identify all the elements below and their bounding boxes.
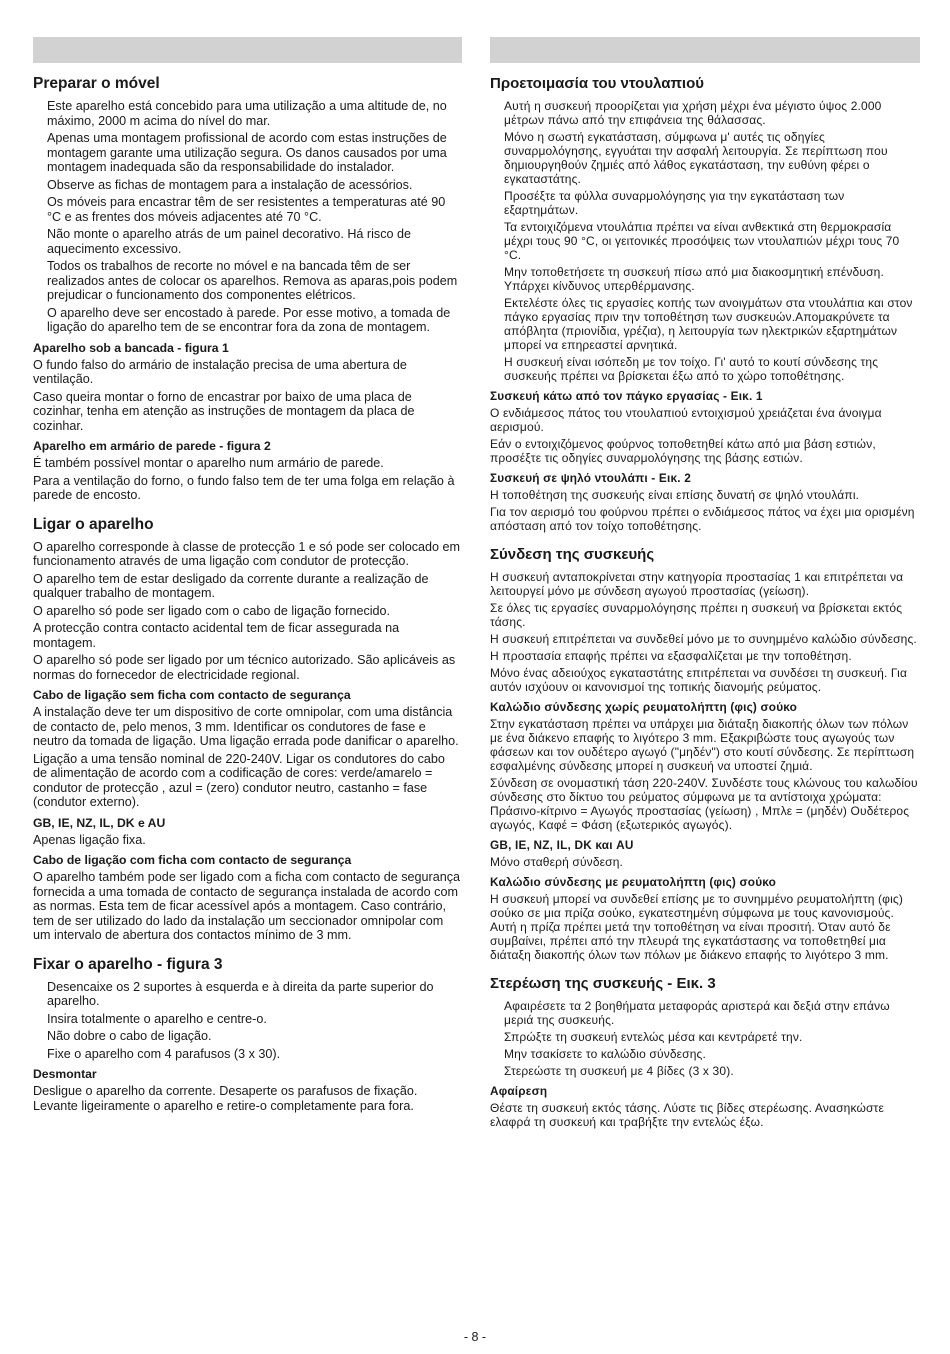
paragraph: A protecção contra contacto acidental tem de ficar assegurada na montagem. — [33, 621, 400, 650]
section — [33, 75, 462, 503]
right-column-body — [490, 75, 920, 1129]
paragraph: O aparelho também pode ser ligado com a ficha com contacto de segurança fornecida a uma tomada de contacto de segurança instalada de acordo com as normas. Esta tem de ficar acessível após a montagem. Caso contrário, tem de ser utilizado do lado da instalação um seccionador omnipolar com um intervalo de abertura dos contactos mínimo de 3 mm. — [33, 870, 461, 942]
paragraph: Ο ενδιάμεσος πάτος του ντουλαπιού εντοιχισμού χρειάζεται ένα άνοιγμα αερισμού. — [490, 406, 882, 434]
paragraph: Εάν ο εντοιχιζόμενος φούρνος τοποθετηθεί κάτω από μια βάση εστιών, προσέξτε τις οδηγίες συναρμολόγησης της βάσης εστιών. — [490, 437, 876, 465]
section-body — [33, 99, 462, 335]
paragraph: O fundo falso do armário de instalação precisa de uma abertura de ventilação. — [33, 357, 407, 386]
paragraph: O aparelho só pode ser ligado com o cabo de ligação fornecido. — [33, 603, 391, 618]
subsection-title: Aparelho sob a bancada - figura 1 — [33, 340, 229, 355]
paragraph: O aparelho só pode ser ligado por um técnico autorizado. São aplicáveis as normas do fornecedor de electricidade regional. — [33, 653, 456, 682]
paragraph: Σε όλες τις εργασίες συναρμολόγησης πρέπει η συσκευή να βρίσκεται εκτός τάσης. — [490, 601, 903, 629]
header-bar — [490, 37, 920, 63]
paragraph: Μην τοποθετήσετε τη συσκευή πίσω από μια διακοσμητική επένδυση. Υπάρχει κίνδυνος υπερθέρμανσης. — [504, 265, 884, 293]
subsection-title: Cabo de ligação com ficha com contacto de segurança — [33, 853, 352, 867]
subsection-title: GB, IE, NZ, IL, DK και AU — [490, 838, 634, 852]
section-body — [490, 570, 920, 694]
paragraph: Apenas ligação fixa. — [33, 832, 146, 847]
paragraph: A instalação deve ter um dispositivo de corte omnipolar, com uma distância de contacto de, pelo menos, 3 mm. Identificar os condutores de fase e neutro da tomada de ligação. Uma ligação errada pode danificar o aparelho. — [33, 705, 459, 748]
paragraph: Ligação a uma tensão nominal de 220-240V. Ligar os condutores do cabo de alimentação de acordo com a codificação de cores: verde/amarelo = condutor de protecção , azul = (zero) condutor neutro, castanho = fase (condutor externo). — [33, 751, 445, 809]
subsection — [33, 816, 462, 848]
section-title: Προετοιμασία του ντουλαπιού — [490, 75, 704, 92]
paragraph: Μόνο ένας αδειούχος εγκαταστάτης επιτρέπεται να συνδέσει τη συσκευή. Για αυτόν ισχύουν οι κανονισμοί της τοπικής διανομής ρεύματος. — [490, 666, 908, 694]
paragraph: Μόνο σταθερή σύνδεση. — [490, 855, 624, 869]
subsection — [490, 389, 920, 465]
paragraph: Εκτελέστε όλες τις εργασίες κοπής των ανοιγμάτων στα ντουλάπια και στον πάγκο εργασίας πριν την τοποθέτηση των συσκευών.Απομακρύνετε τα απόβλητα (πριονίδια, γρέζια), η λειτουργία των ηλεκτρικών εξαρτημάτων μπορεί να επηρεαστεί αρνητικά. — [504, 296, 913, 352]
paragraph: Μην τσακίσετε το καλώδιο σύνδεσης. — [504, 1047, 706, 1061]
subsection-title: Desmontar — [33, 1067, 97, 1081]
paragraph: Para a ventilação do forno, o fundo falso tem de ter uma folga em relação à parede de encosto. — [33, 473, 455, 502]
section-title: Σύνδεση της συσκευής — [490, 546, 655, 563]
paragraph: Η συσκευή μπορεί να συνδεθεί επίσης με το συνημμένο ρευματολήπτη (φις) σούκο σε μια πρίζα σούκο, εγκατεστημένη σύμφωνα με τους κανονισμούς. Αυτή η πρίζα πρέπει μετά την τοποθέτηση να είναι προσιτή. Όταν αυτό δε συμβαίνει, πρέπει από την πλευρά της εγκατάστασης να τοποθετηθεί μια διάταξη διακοπής όλων των πόλων με διάκενο επαφής το λιγότερο 3 mm. — [490, 892, 903, 962]
subsection — [33, 439, 462, 503]
section-title: Ligar o aparelho — [33, 515, 154, 533]
subsection-title: Καλώδιο σύνδεσης χωρίς ρευματολήπτη (φις) σούκο — [490, 700, 798, 714]
subsection-title: Αφαίρεση — [490, 1084, 548, 1098]
subsection-title: Συσκευή κάτω από τον πάγκο εργασίας - Εικ. 1 — [490, 389, 763, 403]
right-column — [490, 37, 920, 1132]
subsection-title: Καλώδιο σύνδεσης με ρευματολήπτη (φις) σούκο — [490, 875, 777, 889]
subsection — [33, 341, 462, 434]
section — [490, 75, 920, 533]
section-body — [33, 540, 462, 683]
left-column — [33, 37, 462, 1116]
paragraph: Desligue o aparelho da corrente. Desaperte os parafusos de fixação. Levante ligeiramente o aparelho e retire-o completamente para fora. — [33, 1084, 418, 1113]
section-title: Fixar o aparelho - figura 3 — [33, 955, 223, 973]
section-body — [33, 980, 462, 1062]
paragraph: O aparelho deve ser encostado à parede. Por esse motivo, a tomada de ligação do aparelho tem de se encontrar fora da zona de montagem. — [47, 305, 451, 334]
subsection-title: Συσκευή σε ψηλό ντουλάπι - Εικ. 2 — [490, 471, 691, 485]
section — [490, 975, 920, 1129]
section-title: Στερέωση της συσκευής - Εικ. 3 — [490, 975, 716, 992]
paragraph: Caso queira montar o forno de encastrar por baixo de uma placa de cozinhar, tenha em atenção as instruções de montagem da placa de cozinhar. — [33, 389, 415, 433]
section — [33, 516, 462, 943]
subsection — [33, 1067, 462, 1113]
subsection-title: Cabo de ligação sem ficha com contacto de segurança — [33, 688, 351, 702]
section — [490, 546, 920, 962]
paragraph: Não dobre o cabo de ligação. — [47, 1029, 212, 1043]
subsection — [490, 1084, 920, 1129]
paragraph: Insira totalmente o aparelho e centre-o. — [47, 1011, 267, 1026]
paragraph: Στην εγκατάσταση πρέπει να υπάρχει μια διάταξη διακοπής όλων των πόλων με ένα διάκενο επαφής το λιγότερο 3 mm. Εξακριβώστε τους αγωγούς των φάσεων και τον ουδέτερο αγωγό ("μηδέν") στο κουτί σύνδεσης. Σε περίπτωση εσφαλμένης σύνδεσης μπορεί η συσκευή να υποστεί ζημιά. — [490, 717, 915, 773]
paragraph: Στερεώστε τη συσκευή με 4 βίδες (3 x 30). — [504, 1064, 734, 1078]
paragraph: Θέστε τη συσκευή εκτός τάσης. Λύστε τις βίδες στερέωσης. Ανασηκώστε ελαφρά τη συσκευή και τραβήξτε την εντελώς έξω. — [490, 1101, 884, 1129]
paragraph: Τα εντοιχιζόμενα ντουλάπια πρέπει να είναι ανθεκτικά στη θερμοκρασία μέχρι τους 90 °C, οι γειτονικές προσόψεις των ντουλαπιών μέχρι τους 70 °C. — [504, 220, 900, 262]
subsection — [33, 853, 462, 943]
paragraph: O aparelho corresponde à classe de protecção 1 e só pode ser colocado em funcionamento através de uma ligação com condutor de protecção. — [33, 539, 461, 568]
subsection-title: Aparelho em armário de parede - figura 2 — [33, 439, 271, 453]
paragraph: Η τοποθέτηση της συσκευής είναι επίσης δυνατή σε ψηλό ντουλάπι. — [490, 488, 860, 502]
paragraph: Μόνο η σωστή εγκατάσταση, σύμφωνα μ' αυτές τις οδηγίες συναρμολόγησης, εγγυάται την ασφαλή λειτουργία. Σε περίπτωση που δημιουργηθούν ζημιές από λάθος εγκατάσταση, την ευθύνη φέρει ο εγκαταστάτης. — [504, 130, 888, 186]
paragraph: Η συσκευή ανταποκρίνεται στην κατηγορία προστασίας 1 και επιτρέπεται να λειτουργεί μόνο με σύνδεση αγωγού προστασίας (γείωση). — [490, 570, 904, 598]
paragraph: O aparelho tem de estar desligado da corrente durante a realização de qualquer trabalho de montagem. — [33, 571, 429, 600]
section-body — [490, 99, 920, 383]
header-bar — [33, 37, 462, 63]
subsection-title: GB, IE, NZ, IL, DK e AU — [33, 815, 166, 830]
subsection — [490, 875, 920, 962]
subsection — [490, 471, 920, 533]
paragraph: Σπρώξτε τη συσκευή εντελώς μέσα και κεντράρετέ την. — [504, 1030, 803, 1044]
paragraph: Fixe o aparelho com 4 parafusos (3 x 30). — [47, 1046, 281, 1061]
page-number: - 8 - — [463, 1330, 487, 1344]
paragraph: É também possível montar o aparelho num armário de parede. — [33, 456, 384, 470]
subsection — [490, 700, 920, 832]
subsection — [490, 838, 920, 869]
paragraph: Η συσκευή είναι ισόπεδη με τον τοίχο. Γι' αυτό το κουτί σύνδεσης της συσκευής πρέπει να βρίσκεται έξω από το χώρο τοποθέτησης. — [504, 355, 879, 383]
paragraph: Για τον αερισμό του φούρνου πρέπει ο ενδιάμεσος πάτος να έχει μια ορισμένη απόσταση από τον τοίχο τοποθέτησης. — [490, 505, 915, 533]
section-title: Preparar o móvel — [33, 75, 160, 92]
paragraph: Αφαιρέσετε τα 2 βοηθήματα μεταφοράς αριστερά και δεξιά στην επάνω μεριά της συσκευής. — [504, 999, 890, 1027]
section — [33, 956, 462, 1114]
paragraph: Η προστασία επαφής πρέπει να εξασφαλίζεται με την τοποθέτηση. — [490, 649, 852, 663]
paragraph: Observe as fichas de montagem para a instalação de acessórios. — [47, 177, 413, 192]
paragraph: Προσέξτε τα φύλλα συναρμολόγησης για την εγκατάσταση των εξαρτημάτων. — [504, 189, 845, 217]
paragraph: Σύνδεση σε ονομαστική τάση 220-240V. Συνδέστε τους κλώνους του καλωδίου σύνδεσης στο δίκτυο του ρεύματος σύμφωνα με τα αντίστοιχα χρώματα: Πράσινο-κίτρινο = Αγωγός προστασίας (γείωση) , Μπλε = (μηδέν) Ουδέτερος αγωγός, Καφέ = Φάση (εξωτερικός αγωγός). — [490, 776, 918, 832]
paragraph: Este aparelho está concebido para uma utilização a uma altitude de, no máximo, 2000 m acima do nível do mar. — [47, 99, 447, 128]
paragraph: Desencaixe os 2 suportes à esquerda e à direita da parte superior do aparelho. — [47, 979, 434, 1008]
paragraph: Os móveis para encastrar têm de ser resistentes a temperaturas até 90 °C e as frentes dos móveis adjacentes até 70 °C. — [47, 195, 446, 224]
subsection — [33, 688, 462, 810]
paragraph: Todos os trabalhos de recorte no móvel e na bancada têm de ser realizados antes de colocar os aparelhos. Remova as aparas,pois podem prejudicar o funcionamento dos componentes elétricos. — [47, 259, 458, 302]
paragraph: Η συσκευή επιτρέπεται να συνδεθεί μόνο με το συνημμένο καλώδιο σύνδεσης. — [490, 632, 917, 646]
paragraph: Não monte o aparelho atrás de um painel decorativo. Há risco de aquecimento excessivo. — [47, 227, 412, 256]
section-body — [490, 999, 920, 1078]
paragraph: Apenas uma montagem profissional de acordo com estas instruções de montagem garante uma utilização segura. Os danos causados por uma montagem inadequada são da responsabilidade do instalador. — [47, 131, 447, 174]
left-column-body — [33, 75, 462, 1113]
paragraph: Αυτή η συσκευή προορίζεται για χρήση μέχρι ένα μέγιστο ύψος 2.000 μέτρων πάνω από την επιφάνεια της θάλασσας. — [504, 99, 882, 127]
